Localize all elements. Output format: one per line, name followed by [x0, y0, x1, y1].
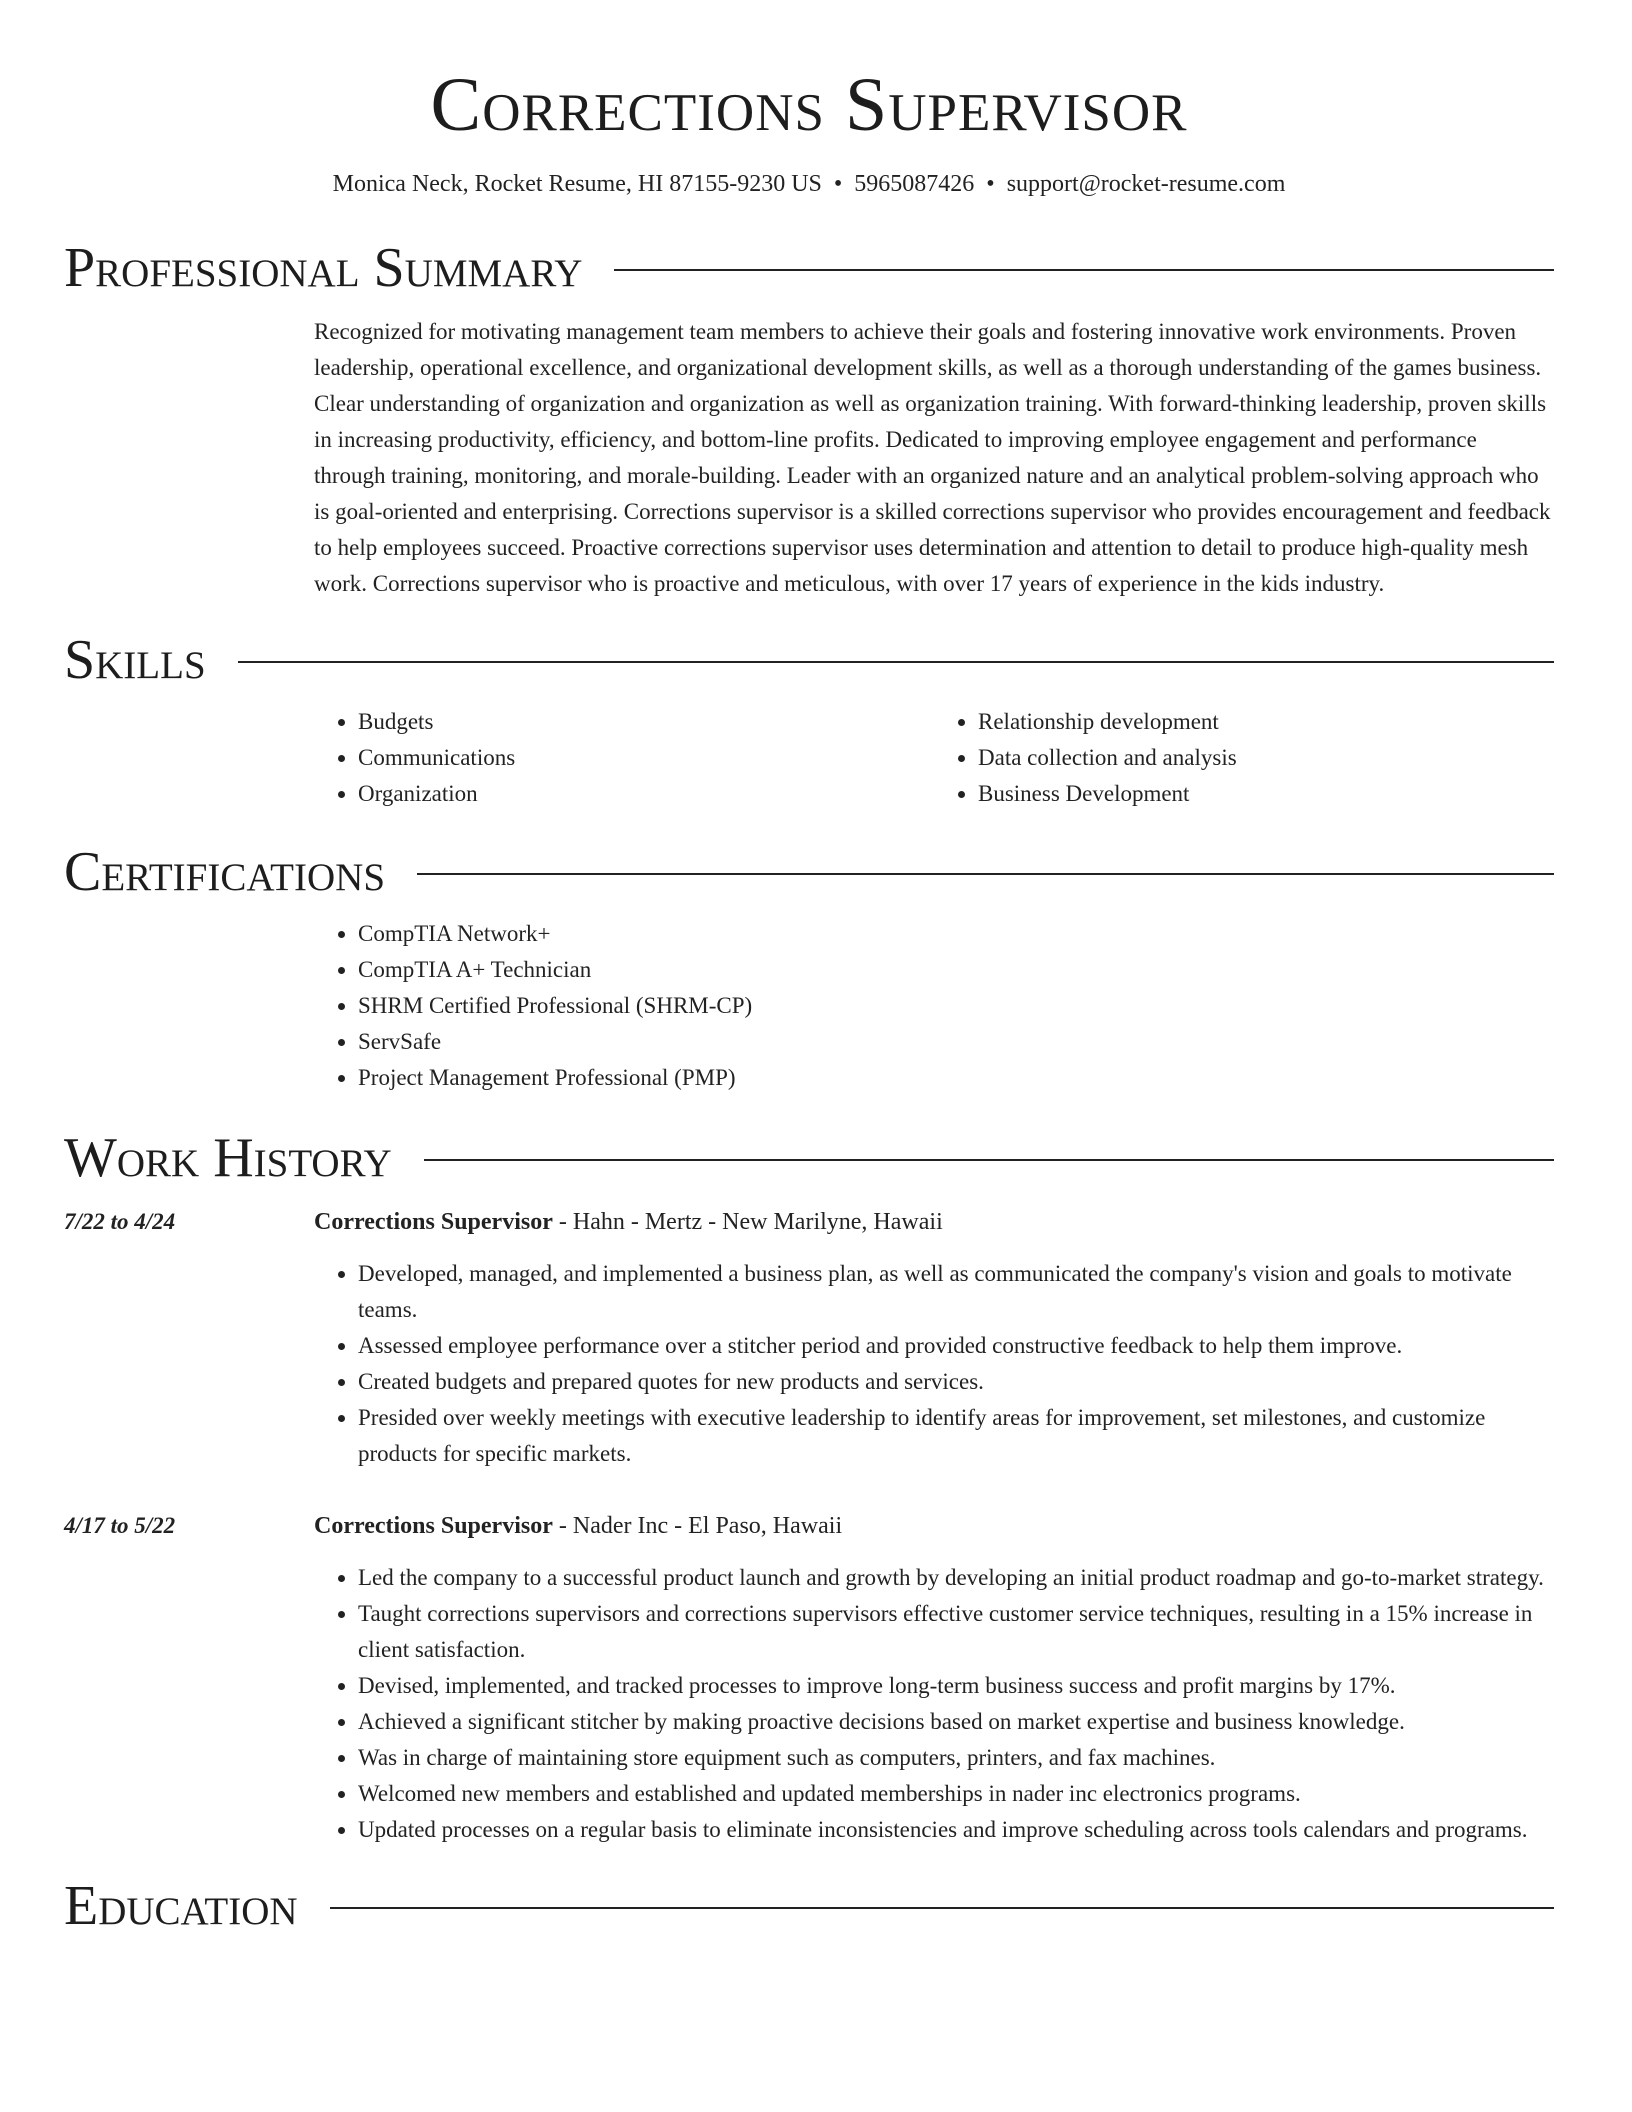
certification-item: • CompTIA A+ Technician — [358, 952, 1554, 988]
education-section — [64, 1874, 1554, 1938]
job-employer: - Hahn - Mertz - New Marilyne, Hawaii — [552, 1209, 943, 1235]
job-bullet: • Led the company to a successful product launch and growth by developing an initial product roadmap and go-to-market strategy. — [358, 1560, 1554, 1596]
certifications-heading-row — [64, 840, 1554, 904]
skill-item: • Business Development — [978, 776, 1554, 812]
skill-item: • Budgets — [358, 704, 934, 740]
section-divider — [238, 661, 1554, 663]
job-bullet: • Taught corrections supervisors and corrections supervisors effective customer service techniques, resulting in a 15% increase in client satisfaction. — [358, 1596, 1554, 1668]
certifications-list — [314, 916, 1554, 1096]
resume-page — [64, 0, 1554, 1938]
contact-address: Monica Neck, Rocket Resume, HI 87155-9230 US — [332, 171, 822, 197]
certification-item: • CompTIA Network+ — [358, 916, 1554, 952]
job-dates: 4/17 to 5/22 — [64, 1513, 176, 1538]
section-divider — [424, 1159, 1554, 1161]
certification-item: • ServSafe — [358, 1024, 1554, 1060]
work-history-heading: Work History — [64, 1127, 392, 1189]
certification-item: • SHRM Certified Professional (SHRM-CP) — [358, 988, 1554, 1024]
job-title: Corrections Supervisor — [314, 1209, 553, 1235]
job-bullet: • Was in charge of maintaining store equipment such as computers, printers, and fax machines. — [358, 1740, 1554, 1776]
section-divider — [417, 873, 1554, 875]
job-dates: 7/22 to 4/24 — [64, 1209, 176, 1234]
summary-heading-row — [64, 236, 1554, 300]
summary-text: Recognized for motivating management team members to achieve their goals and fostering innovative work environments. Proven leadership, operational excellence, and organizational development skills, as well as a thorough understanding of the games business. Clear understanding of organization and organization as well as organization training. With forward-thinking leadership, proven skills in increasing productivity, efficiency, and bottom-line profits. Dedicated to improving employee engagement and performance through training, monitoring, and morale-building. Leader with an organized nature and an analytical problem-solving approach who is goal-oriented and enterprising. Corrections supervisor is a skilled corrections supervisor who provides encouragement and feedback to help employees succeed. Proactive corrections supervisor uses determination and attention to detail to produce high-quality mesh work. Corrections supervisor who is proactive and meticulous, with over 17 years of experience in the kids industry. — [314, 319, 1551, 596]
job-bullet: • Devised, implemented, and tracked processes to improve long-term business success and profit margins by 17%. — [358, 1668, 1554, 1704]
skill-item: • Communications — [358, 740, 934, 776]
work-history-heading-row — [64, 1126, 1554, 1190]
job-bullet: • Created budgets and prepared quotes for new products and services. — [358, 1364, 1554, 1400]
skills-section — [64, 628, 1554, 812]
job-bullet: • Assessed employee performance over a stitcher period and provided constructive feedback to help them improve. — [358, 1328, 1554, 1364]
skills-list-left — [314, 704, 934, 812]
job-employer: - Nader Inc - El Paso, Hawaii — [552, 1513, 843, 1539]
work-history-section — [64, 1126, 1554, 1848]
section-divider — [330, 1907, 1554, 1909]
job-bullet: • Developed, managed, and implemented a business plan, as well as communicated the company's vision and goals to motivate teams. — [358, 1256, 1554, 1328]
job-title-line — [314, 1204, 1554, 1240]
skill-item: • Relationship development — [978, 704, 1554, 740]
contact-line — [64, 168, 1554, 200]
job-bullet: • Updated processes on a regular basis to eliminate inconsistencies and improve scheduling across tools calendars and programs. — [358, 1812, 1554, 1848]
contact-phone: 5965087426 — [854, 171, 975, 197]
job-bullet: • Achieved a significant stitcher by making proactive decisions based on market expertise and business knowledge. — [358, 1704, 1554, 1740]
job-bullets — [314, 1256, 1554, 1472]
certification-item: • Project Management Professional (PMP) — [358, 1060, 1554, 1096]
skill-item: • Data collection and analysis — [978, 740, 1554, 776]
education-heading: Education — [64, 1875, 298, 1937]
summary-heading: Professional Summary — [64, 237, 583, 299]
education-heading-row — [64, 1874, 1554, 1938]
job-bullets — [314, 1560, 1554, 1848]
contact-separator: • — [833, 171, 843, 197]
certifications-heading: Certifications — [64, 841, 386, 903]
job-bullet: • Welcomed new members and established and updated memberships in nader inc electronics programs. — [358, 1776, 1554, 1812]
contact-separator: • — [986, 171, 995, 197]
contact-email: support@rocket-resume.com — [1006, 171, 1286, 197]
job-bullet: • Presided over weekly meetings with executive leadership to identify areas for improvement, set milestones, and customize products for specific markets. — [358, 1400, 1554, 1472]
skills-list-right — [934, 704, 1554, 812]
skills-heading-row — [64, 628, 1554, 692]
job-title-line — [314, 1508, 1554, 1544]
skill-item: • Organization — [358, 776, 934, 812]
job-entry — [64, 1508, 1554, 1848]
skills-heading: Skills — [64, 629, 206, 691]
section-divider — [614, 269, 1554, 271]
job-entry — [64, 1204, 1554, 1472]
job-title: Corrections Supervisor — [314, 1513, 553, 1539]
resume-name-title: Corrections Supervisor — [430, 63, 1188, 147]
certifications-section — [64, 840, 1554, 1096]
summary-section — [64, 236, 1554, 602]
